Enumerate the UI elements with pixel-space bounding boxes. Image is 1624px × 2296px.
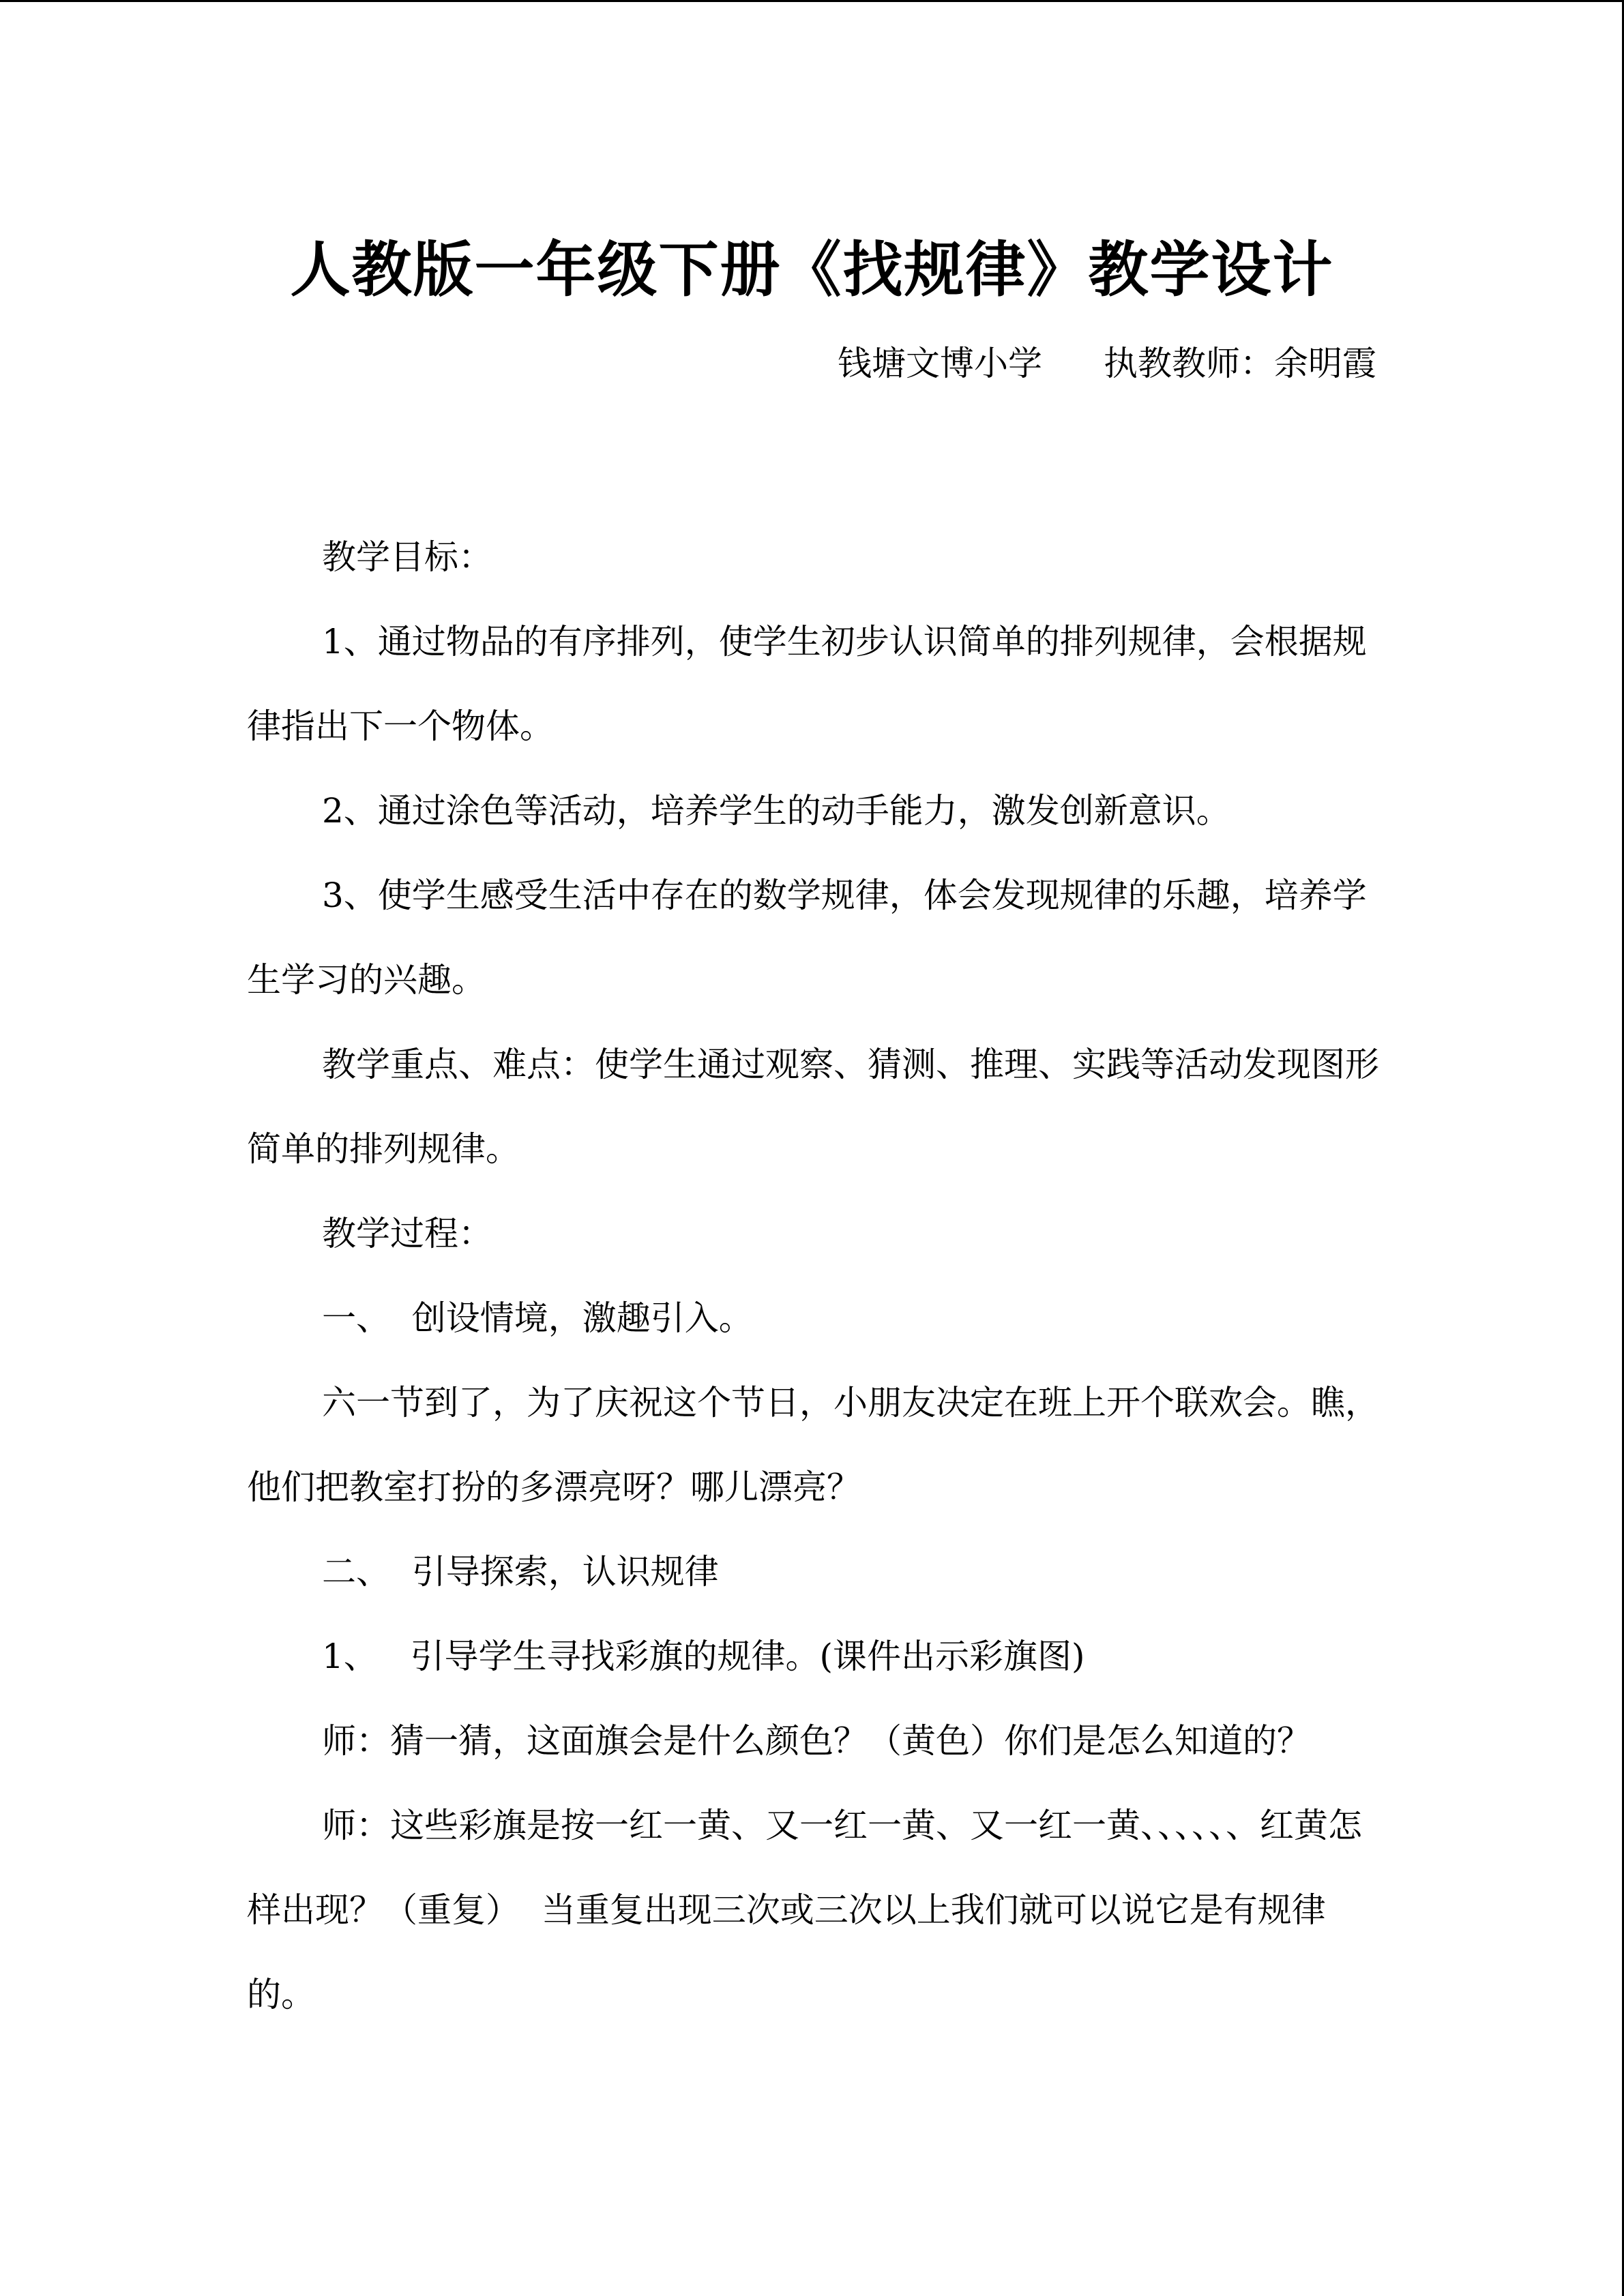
paragraph-section-2-heading: 二、 引导探索，认识规律 bbox=[322, 1552, 719, 1592]
paragraph-objective-2: 2、通过涂色等活动，培养学生的动手能力，激发创新意识。 bbox=[322, 791, 1230, 831]
paragraph-objective-1: 1、通过物品的有序排列，使学生初步认识简单的排列规律，会根据规律指出下一个物体。 bbox=[247, 622, 1367, 746]
byline bbox=[838, 346, 1376, 381]
paragraph-process-heading: 教学过程： bbox=[322, 1214, 492, 1253]
paragraph-step-1: 1、 引导学生寻找彩旗的规律。(课件出示彩旗图) bbox=[322, 1637, 1085, 1676]
paragraph-teacher-question: 师：猜一猜，这面旗会是什么颜色？（黄色）你们是怎么知道的？ bbox=[322, 1721, 1311, 1761]
paragraph-section-1-heading: 一、 创设情境，激趣引入。 bbox=[322, 1298, 753, 1338]
school-name: 钱塘文博小学 bbox=[838, 344, 1042, 383]
paragraph-objectives-heading: 教学目标： bbox=[322, 537, 492, 577]
document-title: 人教版一年级下册《找规律》教学设计 bbox=[290, 234, 1334, 305]
teacher-name: 执教教师：余明霞 bbox=[1104, 344, 1376, 383]
paragraph-section-1-text: 六一节到了，为了庆祝这个节日，小朋友决定在班上开个联欢会。瞧，他们把教室打扮的多漂亮呀？哪儿漂亮？ bbox=[247, 1383, 1379, 1507]
document-body bbox=[247, 515, 1379, 2037]
paragraph-teacher-explanation: 师：这些彩旗是按一红一黄、又一红一黄、又一红一黄、、、、、、红黄怎样出现？（重复） 当重复出现三次或三次以上我们就可以说它是有规律的。 bbox=[247, 1806, 1362, 2014]
paragraph-key-points: 教学重点、难点：使学生通过观察、猜测、推理、实践等活动发现图形简单的排列规律。 bbox=[247, 1045, 1379, 1169]
paragraph-objective-3: 3、使学生感受生活中存在的数学规律，体会发现规律的乐趣，培养学生学习的兴趣。 bbox=[247, 876, 1367, 1000]
